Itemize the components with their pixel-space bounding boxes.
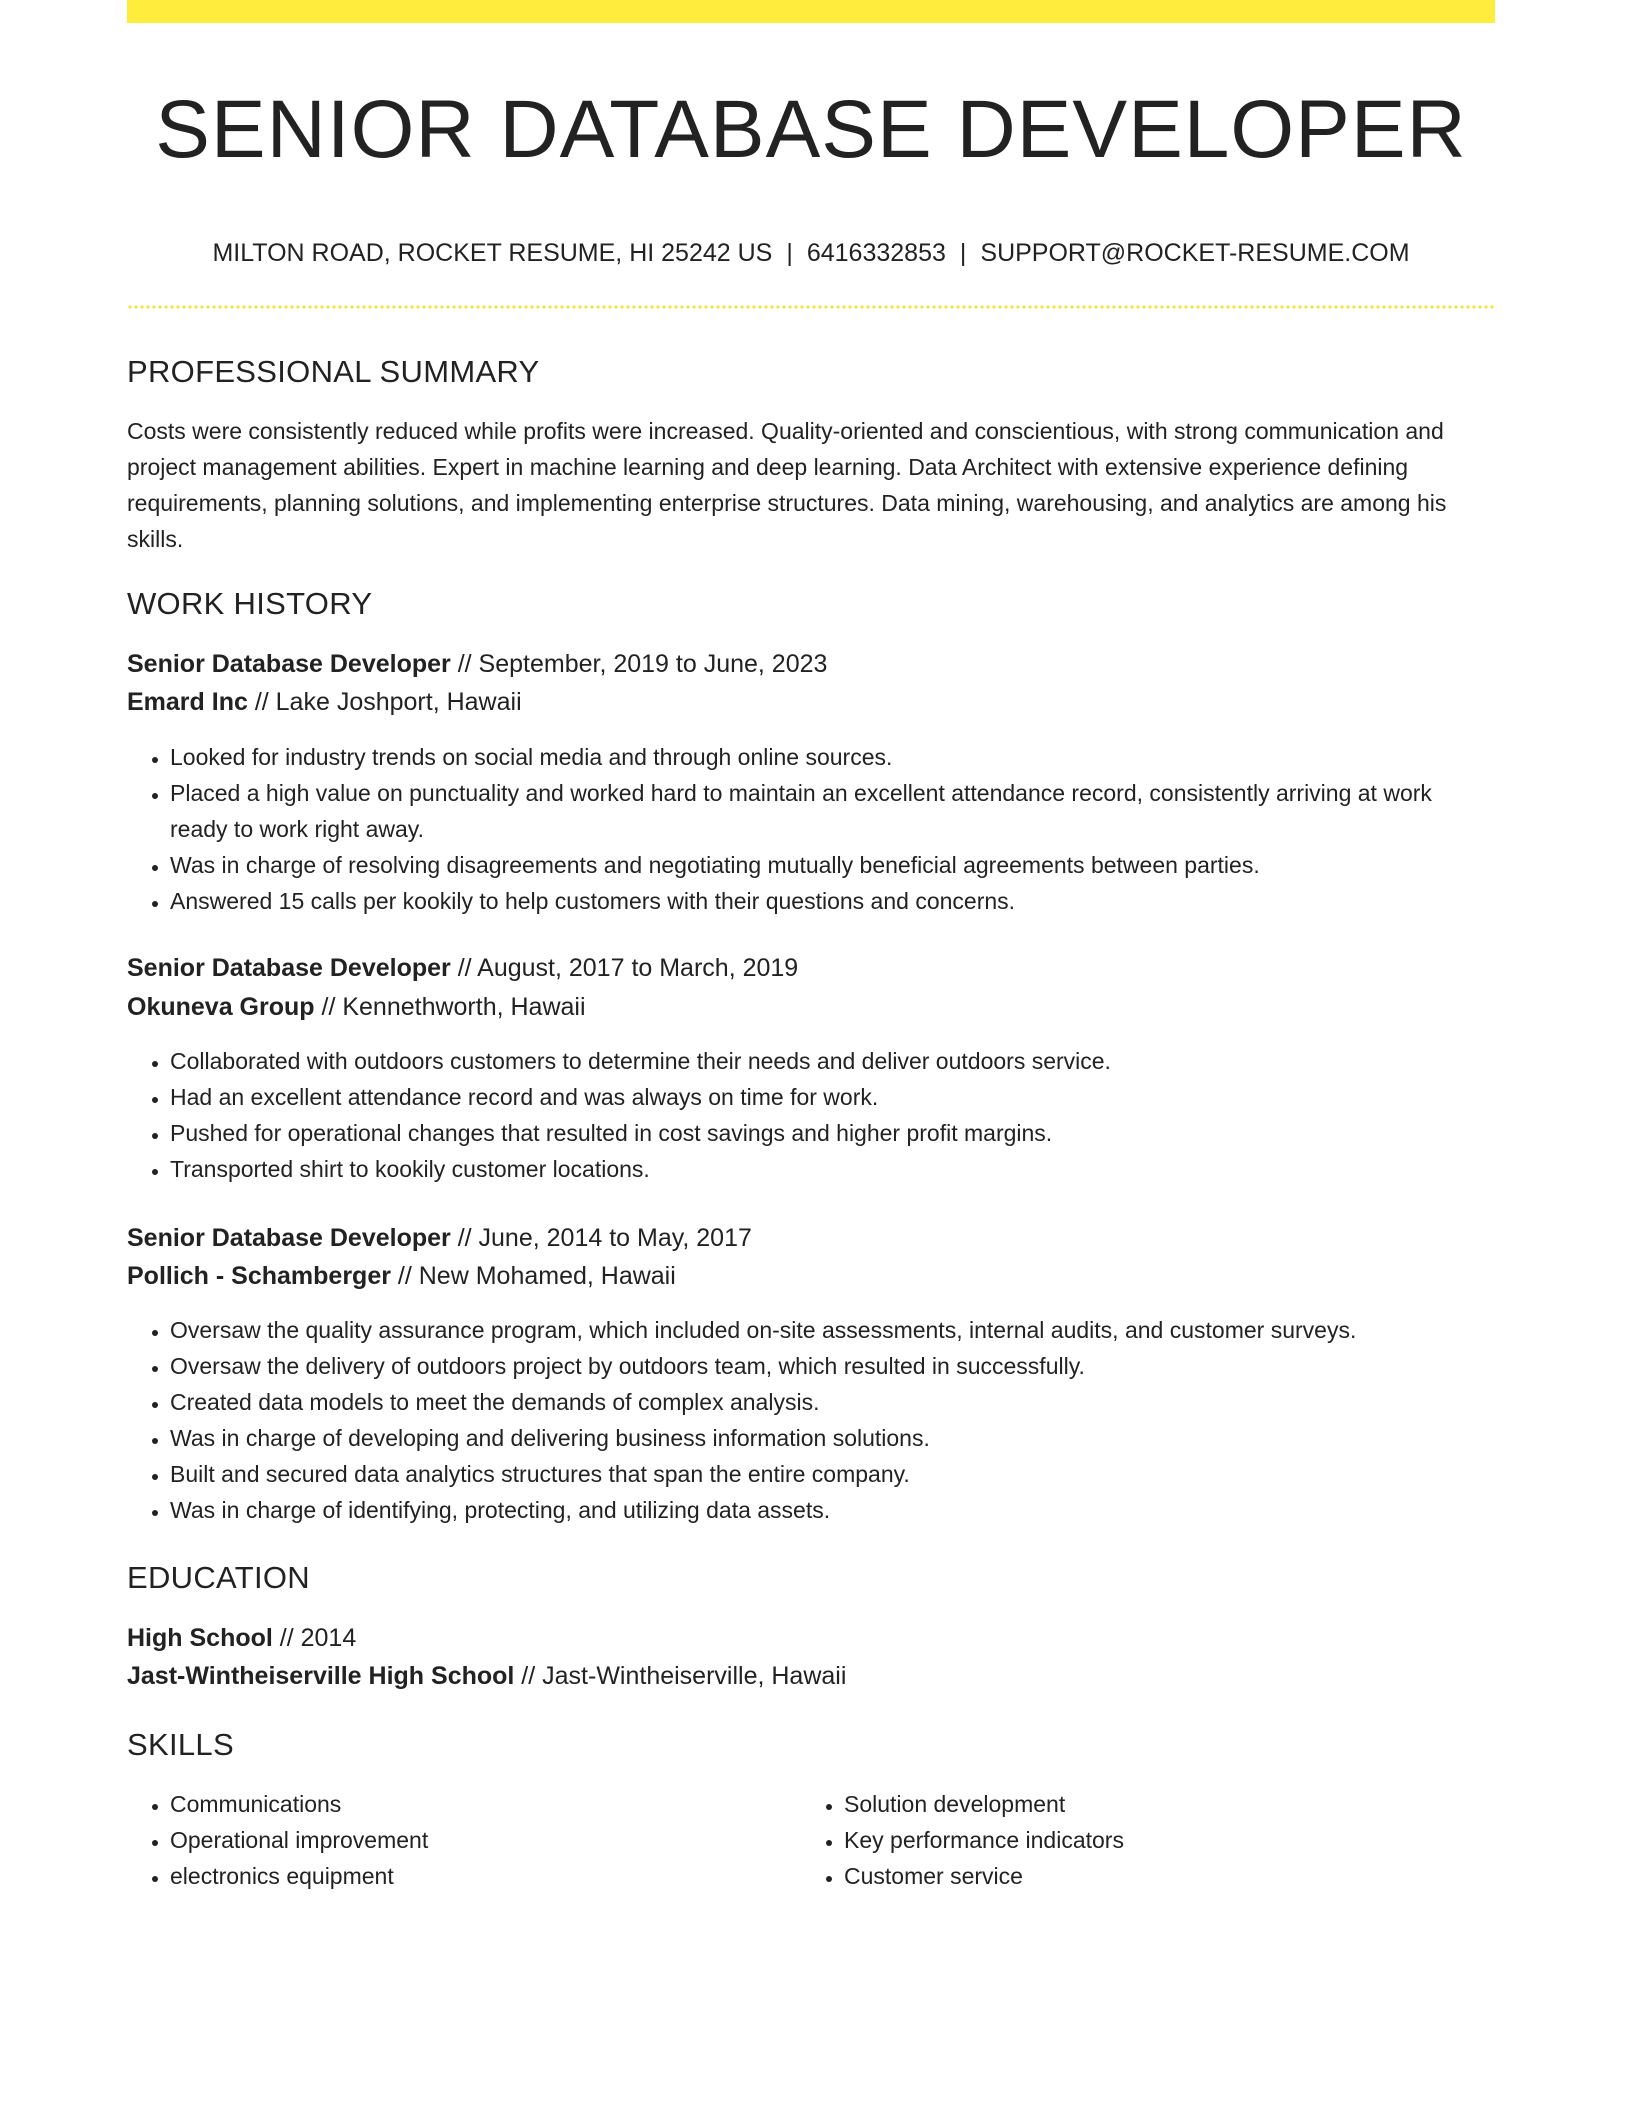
accent-bar: [127, 0, 1495, 23]
job-dates: // June, 2014 to May, 2017: [450, 1224, 752, 1252]
job-company: Emard Inc: [127, 688, 248, 716]
education-degree: High School: [127, 1624, 273, 1652]
list-item: • Was in charge of resolving disagreements and negotiating mutually beneficial agreements between parties.: [170, 847, 1495, 883]
job-bullets: [127, 739, 1495, 919]
job-company: Pollich - Schamberger: [127, 1262, 391, 1290]
resume-name: SENIOR DATABASE DEVELOPER: [155, 84, 1467, 175]
job-company-line: [127, 684, 522, 720]
list-item: • Was in charge of developing and delivering business information solutions.: [170, 1420, 1495, 1456]
contact-separator: |: [786, 239, 793, 267]
skills-heading: SKILLS: [127, 1727, 234, 1762]
education-location: // Jast-Wintheiserville, Hawaii: [514, 1662, 847, 1690]
job-dates: // August, 2017 to March, 2019: [450, 954, 799, 982]
list-item: • Had an excellent attendance record and was always on time for work.: [170, 1079, 1495, 1115]
list-item: • Oversaw the delivery of outdoors project by outdoors team, which resulted in successfully.: [170, 1348, 1495, 1384]
skill-item: • Key performance indicators: [844, 1822, 1495, 1858]
list-item: • Was in charge of identifying, protecting, and utilizing data assets.: [170, 1492, 1495, 1528]
job-bullets: [127, 1312, 1495, 1528]
job-role: Senior Database Developer: [127, 650, 451, 678]
job-company-line: [127, 1258, 676, 1294]
list-item: • Transported shirt to kookily customer locations.: [170, 1151, 1495, 1187]
list-item: • Oversaw the quality assurance program, which included on-site assessments, internal audits, and customer surveys.: [170, 1312, 1495, 1348]
skill-item: • Customer service: [844, 1858, 1495, 1894]
summary-text: Costs were consistently reduced while profits were increased. Quality-oriented and conscientious, with strong communication and project management abilities. Expert in machine learning and deep learning. Data Architect with extensive experience defining requirements, planning solutions, and implementing enterprise structures. Data mining, warehousing, and analytics are among his skills.: [127, 418, 1447, 552]
contact-separator: |: [959, 239, 967, 267]
skill-item: • Communications: [170, 1786, 799, 1822]
list-item: • Answered 15 calls per kookily to help customers with their questions and concerns.: [170, 883, 1495, 919]
education-year: // 2014: [272, 1624, 357, 1652]
job-dates: // September, 2019 to June, 2023: [450, 650, 828, 678]
contact-phone: 6416332853: [806, 239, 946, 267]
job-location: // New Mohamed, Hawaii: [390, 1262, 676, 1290]
summary-heading: PROFESSIONAL SUMMARY: [127, 354, 540, 389]
list-item: • Placed a high value on punctuality and worked hard to maintain an excellent attendance record, consistently arriving at work ready to work right away.: [170, 775, 1495, 847]
job-role: Senior Database Developer: [127, 1224, 451, 1252]
contact-address: MILTON ROAD, ROCKET RESUME, HI 25242 US: [212, 239, 773, 267]
job-location: // Kennethworth, Hawaii: [314, 993, 586, 1021]
list-item: • Built and secured data analytics structures that span the entire company.: [170, 1456, 1495, 1492]
job-title-line: [127, 646, 827, 682]
job-title-line: [127, 1220, 752, 1256]
work-heading: WORK HISTORY: [127, 586, 373, 621]
contact-line: [127, 236, 1495, 270]
job-title-line: [127, 950, 798, 986]
job-location: // Lake Joshport, Hawaii: [247, 688, 522, 716]
contact-email: SUPPORT@ROCKET-RESUME.COM: [980, 239, 1410, 267]
education-school-line: [127, 1658, 846, 1694]
skill-item: • electronics equipment: [170, 1858, 799, 1894]
job-company: Okuneva Group: [127, 993, 315, 1021]
job-role: Senior Database Developer: [127, 954, 451, 982]
list-item: • Pushed for operational changes that resulted in cost savings and higher profit margins.: [170, 1115, 1495, 1151]
skill-item: • Operational improvement: [170, 1822, 799, 1858]
list-item: • Created data models to meet the demands of complex analysis.: [170, 1384, 1495, 1420]
education-school: Jast-Wintheiserville High School: [127, 1662, 515, 1690]
job-company-line: [127, 989, 586, 1025]
skills-list-right: [801, 1786, 1495, 1894]
education-degree-line: [127, 1620, 356, 1656]
skill-item: • Solution development: [844, 1786, 1495, 1822]
job-bullets: [127, 1043, 1495, 1187]
list-item: • Looked for industry trends on social media and through online sources.: [170, 739, 1495, 775]
list-item: • Collaborated with outdoors customers to determine their needs and deliver outdoors service.: [170, 1043, 1495, 1079]
education-heading: EDUCATION: [127, 1560, 310, 1595]
dotted-divider: [127, 305, 1495, 309]
skills-list-left: [127, 1786, 799, 1894]
